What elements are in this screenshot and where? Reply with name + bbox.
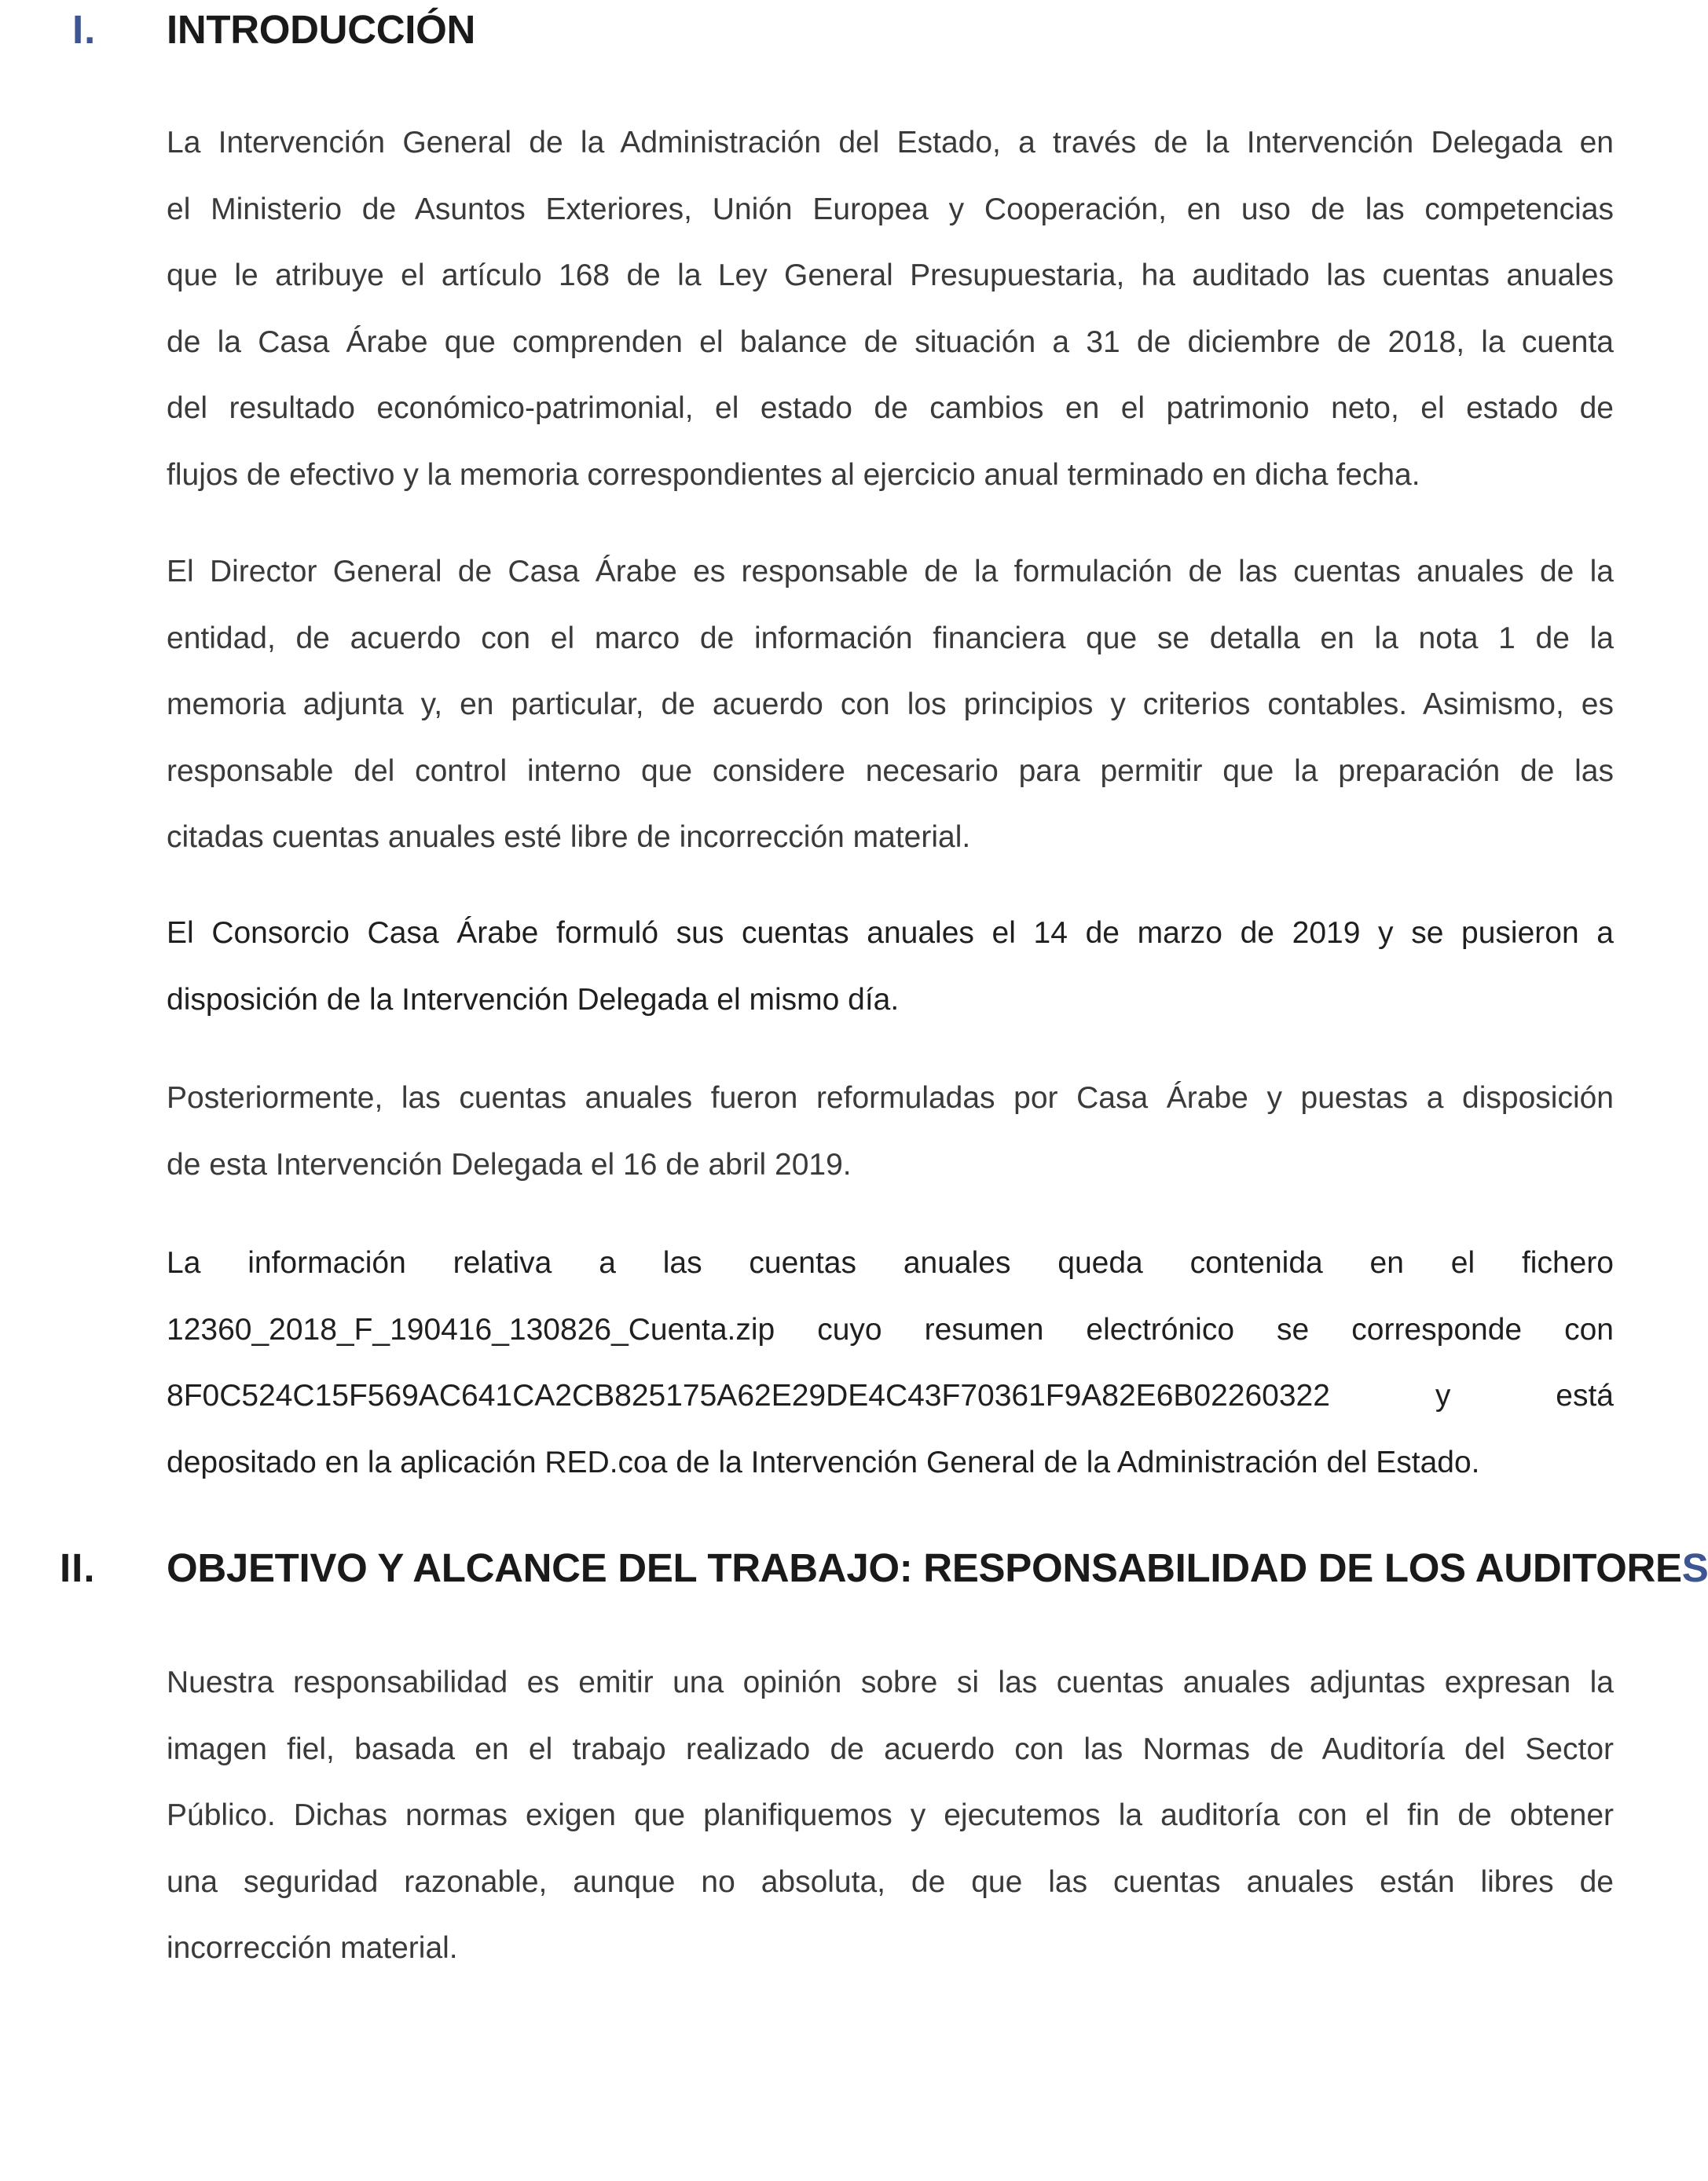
paragraph-intro-1: [167, 110, 1614, 508]
paragraph-line: memoria adjunta y, en particular, de acuerdo con los principios y criterios contables. Asimismo, es: [167, 687, 1614, 721]
paragraph-line: del resultado económico-patrimonial, el estado de cambios en el patrimonio neto, el estado de: [167, 391, 1614, 425]
paragraph-line: entidad, de acuerdo con el marco de información financiera que se detalla en la nota 1 de la: [167, 621, 1614, 655]
section-2-number: II.: [60, 1545, 96, 1590]
paragraph-line: una seguridad razonable, aunque no absoluta, de que las cuentas anuales están libres de: [167, 1864, 1614, 1899]
paragraph-line: incorrección material.: [167, 1931, 458, 1965]
paragraph-line: Nuestra responsabilidad es emitir una opinión sobre si las cuentas anuales adjuntas expresan la: [167, 1666, 1614, 1699]
paragraph-line: citadas cuentas anuales esté libre de incorrección material.: [167, 820, 971, 854]
paragraph-line: Posteriormente, las cuentas anuales fueron reformuladas por Casa Árabe y puestas a disposición: [167, 1081, 1614, 1115]
paragraph-line: 12360_2018_F_190416_130826_Cuenta.zip cuyo resumen electrónico se corresponde con: [167, 1312, 1614, 1347]
paragraph-line: responsable del control interno que considere necesario para permitir que la preparación de las: [167, 753, 1614, 788]
paragraph-line: El Director General de Casa Árabe es responsable de la formulación de las cuentas anuales de la: [167, 555, 1614, 588]
paragraph-line: La Intervención General de la Administración del Estado, a través de la Intervención Delegada en: [167, 126, 1614, 159]
paragraph-scope-1: [167, 1650, 1614, 1982]
paragraph-line: el Ministerio de Asuntos Exteriores, Unión Europea y Cooperación, en uso de las competencias: [167, 192, 1614, 226]
paragraph-line: flujos de efectivo y la memoria correspondientes al ejercicio anual terminado en dicha fecha.: [167, 457, 1420, 492]
section-2-title-last-letter: S: [1681, 1545, 1708, 1590]
paragraph-line: de la Casa Árabe que comprenden el balance de situación a 31 de diciembre de 2018, la cuenta: [167, 324, 1614, 359]
paragraph-intro-3: [167, 900, 1614, 1033]
paragraph-line: La información relativa a las cuentas anuales queda contenida en el fichero: [167, 1246, 1614, 1280]
paragraph-line: Público. Dichas normas exigen que planifiquemos y ejecutemos la auditoría con el fin de obtener: [167, 1798, 1614, 1832]
paragraph-line: que le atribuye el artículo 168 de la Ley General Presupuestaria, ha auditado las cuentas anuales: [167, 258, 1614, 292]
paragraph-intro-5: [167, 1230, 1614, 1496]
section-2-title-main: OBJETIVO Y ALCANCE DEL TRABAJO: RESPONSABILIDAD DE LOS AUDITORE: [167, 1545, 1682, 1590]
paragraph-line: depositado en la aplicación RED.coa de la Intervención General de la Administración del Estado.: [167, 1445, 1480, 1479]
paragraph-intro-2: [167, 539, 1614, 871]
paragraph-line: 8F0C524C15F569AC641CA2CB825175A62E29DE4C43F70361F9A82E6B02260322 y está: [167, 1379, 1614, 1413]
paragraph-line: disposición de la Intervención Delegada el mismo día.: [167, 982, 900, 1017]
paragraph-line: imagen fiel, basada en el trabajo realizado de acuerdo con las Normas de Auditoría del Sector: [167, 1732, 1614, 1766]
paragraph-line: de esta Intervención Delegada el 16 de abril 2019.: [167, 1147, 852, 1182]
paragraph-line: El Consorcio Casa Árabe formuló sus cuentas anuales el 14 de marzo de 2019 y se pusieron a: [167, 916, 1614, 950]
section-2-title: [167, 1545, 1708, 1591]
section-1-title: INTRODUCCIÓN: [167, 7, 476, 52]
section-1-number: I.: [72, 7, 97, 52]
paragraph-intro-4: [167, 1065, 1614, 1198]
